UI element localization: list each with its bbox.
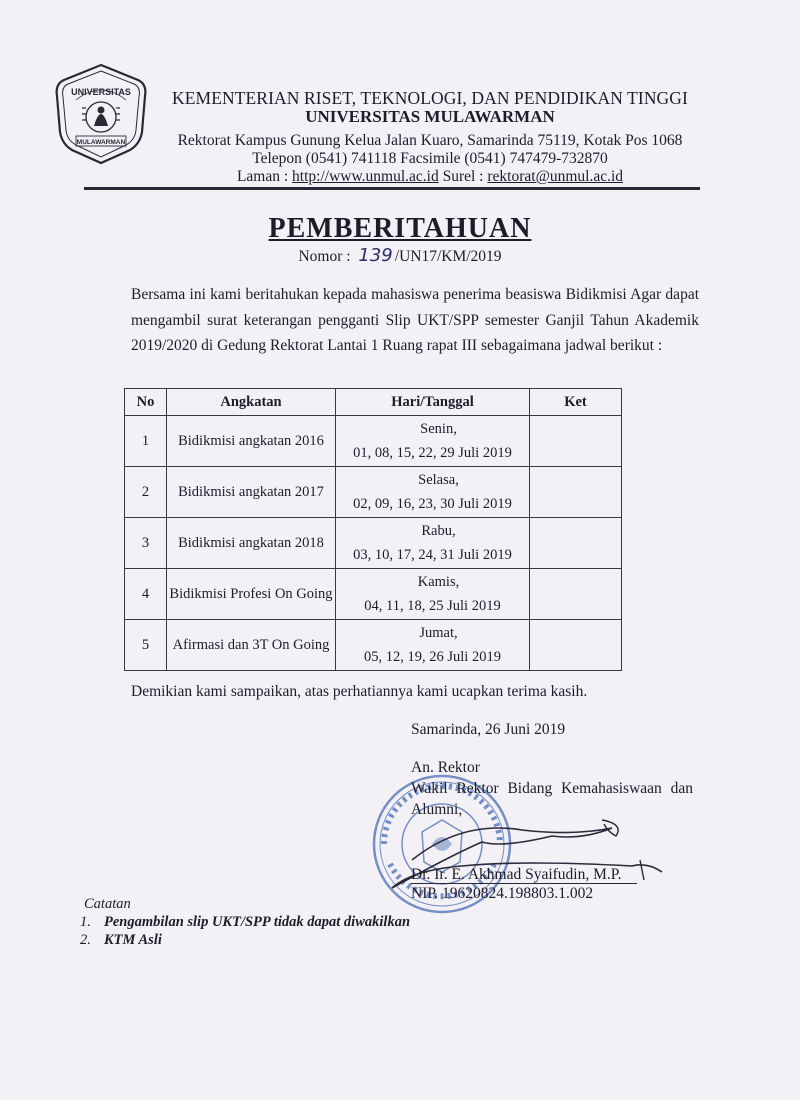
note-text: KTM Asli <box>104 932 162 948</box>
cell-no: 5 <box>125 620 167 671</box>
signer-position: Wakil Rektor Bidang Kemahasiswaan dan <box>411 780 693 797</box>
table-row <box>125 416 622 467</box>
note-text: Pengambilan slip UKT/SPP tidak dapat diwakilkan <box>104 914 411 930</box>
cell-hari: Selasa, <box>418 472 459 488</box>
header-ket: Ket <box>530 389 622 416</box>
cell-hari: Senin, <box>420 421 457 437</box>
table-row <box>125 620 622 671</box>
table-row <box>125 467 622 518</box>
contact-line <box>160 168 700 186</box>
table-row <box>125 518 622 569</box>
address-line: Rektorat Kampus Gunung Kelua Jalan Kuaro, Samarinda 75119, Kotak Pos 1068 <box>177 132 683 149</box>
nomor-label: Nomor : <box>298 248 351 265</box>
cell-angkatan: Bidikmisi Profesi On Going <box>167 569 336 620</box>
cell-tanggal: 05, 12, 19, 26 Juli 2019 <box>364 649 501 665</box>
website-link[interactable]: http://www.unmul.ac.id <box>292 168 439 185</box>
cell-hari-tanggal <box>336 569 530 620</box>
signature-underline <box>411 883 637 884</box>
cell-ket <box>530 518 622 569</box>
surel-label: Surel : <box>442 168 484 185</box>
logo-bottom-text: MULAWARMAN <box>76 139 126 146</box>
on-behalf: An. Rektor <box>411 759 480 776</box>
cell-ket <box>530 620 622 671</box>
logo-top-text: UNIVERSITAS <box>71 87 131 97</box>
signer-position-cont: Alumni, <box>411 801 463 818</box>
cell-no: 4 <box>125 569 167 620</box>
document-title: PEMBERITAHUAN <box>268 213 532 244</box>
cell-hari-tanggal <box>336 518 530 569</box>
header-hari-tanggal: Hari/Tanggal <box>336 389 530 416</box>
cell-angkatan: Afirmasi dan 3T On Going <box>167 620 336 671</box>
nomor-suffix: /UN17/KM/2019 <box>394 248 502 265</box>
ministry-name: KEMENTERIAN RISET, TEKNOLOGI, DAN PENDIDIKAN TINGGI <box>172 88 688 108</box>
note-item <box>80 914 410 931</box>
cell-hari-tanggal <box>336 416 530 467</box>
email-link[interactable]: rektorat@unmul.ac.id <box>487 168 624 185</box>
cell-no: 1 <box>125 416 167 467</box>
body-paragraph: Bersama ini kami beritahukan kepada mahasiswa penerima beasiswa Bidikmisi Agar dapat mengambil surat keterangan pengganti Slip UKT/SPP semester Ganjil Tahun Akademik 2019/2020 di Gedung Rektorat Lantai 1 Ruang rapat III sebagaimana jadwal berikut : <box>131 286 699 354</box>
cell-ket <box>530 569 622 620</box>
cell-angkatan: Bidikmisi angkatan 2018 <box>167 518 336 569</box>
cell-hari-tanggal <box>336 620 530 671</box>
place-date: Samarinda, 26 Juni 2019 <box>411 721 566 738</box>
cell-ket <box>530 467 622 518</box>
table-row <box>125 569 622 620</box>
phone-line: Telepon (0541) 741118 Facsimile (0541) 747479-732870 <box>252 150 608 167</box>
signer-nip: NIP. 19620824.198803.1.002 <box>411 885 594 902</box>
nomor-handwritten-number: 139 <box>358 245 393 266</box>
cell-hari: Rabu, <box>421 523 456 539</box>
cell-tanggal: 04, 11, 18, 25 Juli 2019 <box>364 598 501 614</box>
cell-hari: Jumat, <box>419 625 458 641</box>
university-name: UNIVERSITAS MULAWARMAN <box>305 107 555 126</box>
header-angkatan: Angkatan <box>167 389 336 416</box>
closing-sentence: Demikian kami sampaikan, atas perhatiannya kami ucapkan terima kasih. <box>131 683 588 700</box>
cell-hari: Kamis, <box>417 574 460 590</box>
cell-no: 3 <box>125 518 167 569</box>
laman-label: Laman : <box>236 168 289 185</box>
table-header-row <box>125 389 622 416</box>
cell-no: 2 <box>125 467 167 518</box>
cell-ket <box>530 416 622 467</box>
notes-heading: Catatan <box>84 896 131 912</box>
cell-angkatan: Bidikmisi angkatan 2017 <box>167 467 336 518</box>
cell-hari-tanggal <box>336 467 530 518</box>
cell-tanggal: 02, 09, 16, 23, 30 Juli 2019 <box>353 496 512 512</box>
cell-tanggal: 03, 10, 17, 24, 31 Juli 2019 <box>353 547 512 563</box>
note-number: 1. <box>80 914 91 930</box>
document-number <box>0 245 800 266</box>
letterhead-divider <box>84 187 700 190</box>
note-item <box>80 932 162 949</box>
cell-tanggal: 01, 08, 15, 22, 29 Juli 2019 <box>353 445 512 461</box>
schedule-table <box>124 388 622 671</box>
cell-angkatan: Bidikmisi angkatan 2016 <box>167 416 336 467</box>
signer-name: Dr. Ir. E. Akhmad Syaifudin, M.P. <box>411 866 622 883</box>
header-no: No <box>125 389 167 416</box>
university-logo-icon <box>52 62 150 166</box>
note-number: 2. <box>80 932 91 948</box>
